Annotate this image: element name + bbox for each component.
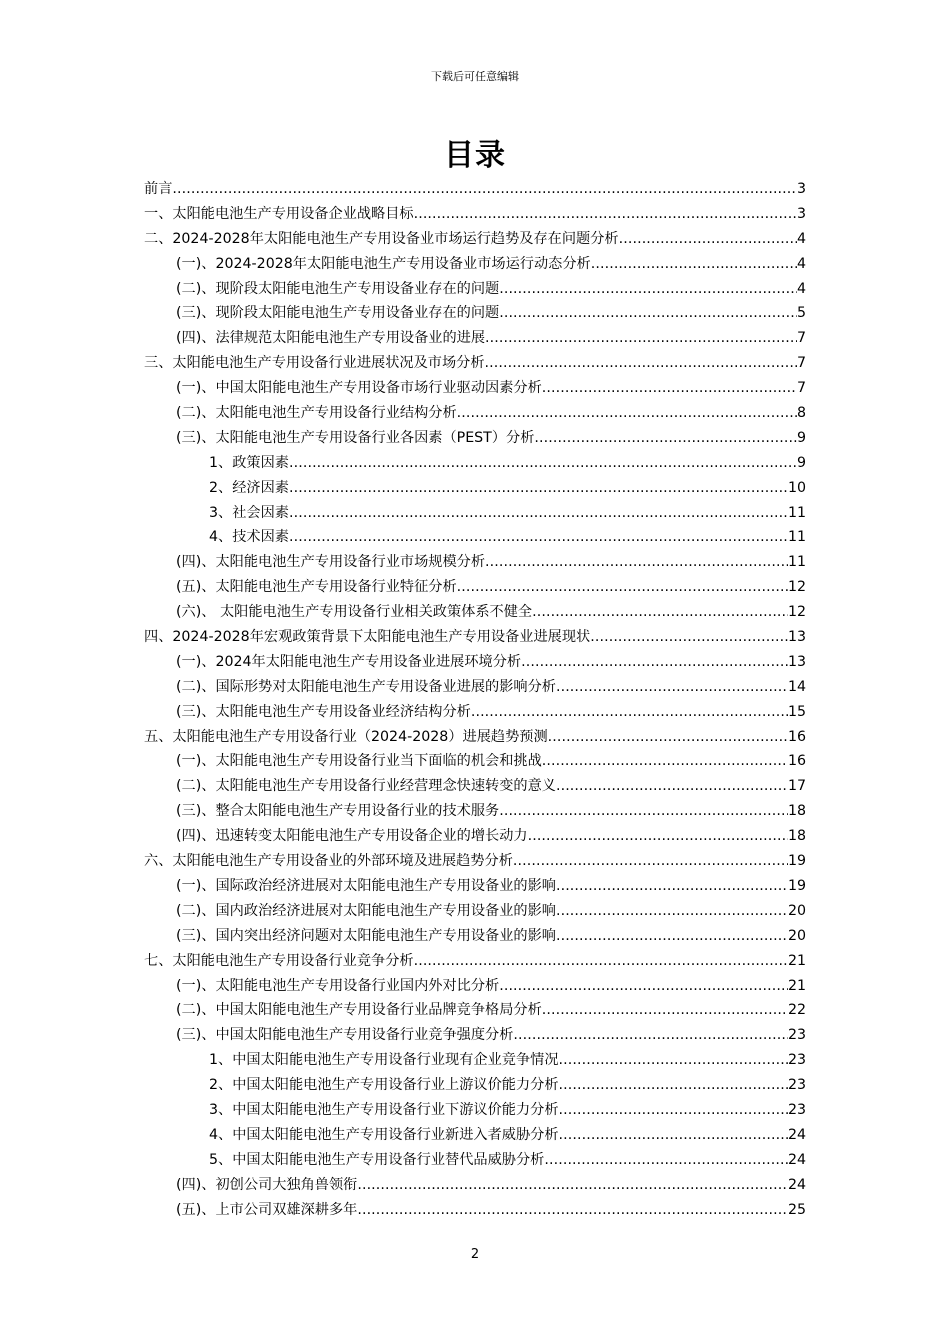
toc-leader-dots	[528, 824, 788, 849]
toc-entry-label: (三)、国内突出经济问题对太阳能电池生产专用设备业的影响	[176, 927, 556, 944]
toc-entry[interactable]	[144, 874, 806, 899]
toc-entry-label: 3、社会因素	[209, 504, 289, 521]
toc-leader-dots	[556, 924, 788, 949]
toc-leader-dots	[289, 476, 788, 501]
toc-leader-dots	[289, 501, 788, 526]
toc-entry-page: 12	[787, 579, 806, 596]
toc-entry-page: 10	[787, 479, 806, 496]
toc-leader-dots	[499, 301, 797, 326]
toc-entry-page: 23	[787, 1101, 806, 1118]
toc-entry-label: 二、2024-2028年太阳能电池生产专用设备业市场运行趋势及存在问题分析	[144, 230, 619, 247]
toc-entry[interactable]	[144, 202, 806, 227]
toc-leader-dots	[457, 575, 788, 600]
toc-leader-dots	[544, 1148, 788, 1173]
toc-entry-label: 六、太阳能电池生产专用设备业的外部环境及进展趋势分析	[144, 853, 513, 870]
toc-entry-page: 14	[787, 678, 806, 695]
toc-entry-page: 9	[796, 429, 806, 446]
toc-entry-label: (五)、上市公司双雄深耕多年	[176, 1201, 358, 1218]
toc-entry-label: 五、太阳能电池生产专用设备行业（2024-2028）进展趋势预测	[144, 728, 548, 745]
toc-entry[interactable]	[144, 1023, 806, 1048]
toc-entry[interactable]	[144, 401, 806, 426]
toc-entry-page: 18	[787, 828, 806, 845]
toc-leader-dots	[556, 774, 788, 799]
toc-entry-label: (一)、太阳能电池生产专用设备行业国内外对比分析	[176, 977, 500, 994]
toc-entry[interactable]	[144, 899, 806, 924]
toc-leader-dots	[590, 625, 788, 650]
toc-entry-page: 23	[787, 1052, 806, 1069]
toc-entry[interactable]	[144, 1148, 806, 1173]
toc-leader-dots	[485, 326, 797, 351]
toc-entry[interactable]	[144, 924, 806, 949]
toc-entry-page: 20	[787, 927, 806, 944]
toc-entry-page: 4	[796, 255, 806, 272]
toc-entry-page: 3	[796, 205, 806, 222]
toc-leader-dots	[619, 227, 797, 252]
toc-entry-page: 16	[787, 728, 806, 745]
toc-entry[interactable]	[144, 451, 806, 476]
toc-entry[interactable]	[144, 749, 806, 774]
toc-leader-dots	[534, 426, 797, 451]
toc-entry-label: (三)、中国太阳能电池生产专用设备行业竞争强度分析	[176, 1027, 514, 1044]
toc-entry[interactable]	[144, 1198, 806, 1223]
toc-title: 目录	[444, 138, 506, 173]
toc-entry-page: 17	[787, 778, 806, 795]
toc-entry-page: 21	[787, 977, 806, 994]
toc-leader-dots	[542, 749, 788, 774]
toc-entry-page: 24	[787, 1126, 806, 1143]
toc-entry-label: 四、2024-2028年宏观政策背景下太阳能电池生产专用设备业进展现状	[144, 629, 591, 646]
toc-entry[interactable]	[144, 476, 806, 501]
toc-entry-page: 12	[787, 604, 806, 621]
toc-entry-label: (一)、2024年太阳能电池生产专用设备业进展环境分析	[176, 653, 522, 670]
toc-entry-page: 23	[787, 1027, 806, 1044]
toc-leader-dots	[542, 998, 788, 1023]
toc-entry-label: (二)、太阳能电池生产专用设备行业结构分析	[176, 405, 457, 422]
toc-entry-label: (二)、现阶段太阳能电池生产专用设备业存在的问题	[176, 280, 500, 297]
toc-entry-page: 13	[787, 653, 806, 670]
toc-entry-label: 4、中国太阳能电池生产专用设备行业新进入者威胁分析	[209, 1126, 559, 1143]
toc-entry-page: 25	[787, 1201, 806, 1218]
toc-entry-label: 5、中国太阳能电池生产专用设备行业替代品威胁分析	[209, 1151, 545, 1168]
toc-entry[interactable]	[144, 301, 806, 326]
toc-entry-label: 2、中国太阳能电池生产专用设备行业上游议价能力分析	[209, 1077, 559, 1094]
toc-entry-page: 5	[796, 305, 806, 322]
toc-entry[interactable]	[144, 575, 806, 600]
toc-entry-label: 3、中国太阳能电池生产专用设备行业下游议价能力分析	[209, 1101, 559, 1118]
toc-entry[interactable]	[144, 177, 806, 202]
toc-leader-dots	[559, 1048, 788, 1073]
toc-entry[interactable]	[144, 1123, 806, 1148]
toc-entry-label: (四)、初创公司大独角兽领衔	[176, 1176, 358, 1193]
toc-leader-dots	[556, 874, 788, 899]
toc-entry-label: (四)、法律规范太阳能电池生产专用设备业的进展	[176, 330, 486, 347]
table-of-contents	[144, 177, 806, 1222]
toc-entry-page: 15	[787, 703, 806, 720]
toc-leader-dots	[471, 700, 788, 725]
toc-entry-label: 1、政策因素	[209, 454, 289, 471]
toc-entry[interactable]	[144, 799, 806, 824]
toc-entry[interactable]	[144, 550, 806, 575]
toc-leader-dots	[357, 1198, 788, 1223]
toc-entry[interactable]	[144, 974, 806, 999]
toc-entry-label: (四)、迅速转变太阳能电池生产专用设备企业的增长动力	[176, 828, 528, 845]
toc-entry[interactable]	[144, 252, 806, 277]
toc-entry-label: 2、经济因素	[209, 479, 289, 496]
toc-leader-dots	[485, 550, 788, 575]
toc-leader-dots	[414, 949, 788, 974]
toc-entry[interactable]	[144, 998, 806, 1023]
toc-entry-label: (一)、国际政治经济进展对太阳能电池生产专用设备业的影响	[176, 877, 556, 894]
toc-entry-page: 7	[796, 330, 806, 347]
toc-leader-dots	[591, 252, 797, 277]
toc-leader-dots	[499, 974, 788, 999]
toc-entry[interactable]	[144, 949, 806, 974]
toc-entry-label: (三)、太阳能电池生产专用设备业经济结构分析	[176, 703, 471, 720]
toc-entry[interactable]	[144, 1048, 806, 1073]
page-number: 2	[470, 1247, 480, 1262]
toc-entry-label: (三)、现阶段太阳能电池生产专用设备业存在的问题	[176, 305, 500, 322]
toc-leader-dots	[559, 1123, 788, 1148]
toc-entry-page: 13	[787, 629, 806, 646]
toc-entry[interactable]	[144, 376, 806, 401]
toc-entry-page: 9	[796, 454, 806, 471]
toc-leader-dots	[513, 849, 788, 874]
toc-entry-page: 11	[787, 529, 806, 546]
toc-leader-dots	[289, 451, 797, 476]
toc-leader-dots	[485, 351, 797, 376]
toc-entry[interactable]	[144, 227, 806, 252]
toc-entry-label: 1、中国太阳能电池生产专用设备行业现有企业竞争情况	[209, 1052, 559, 1069]
toc-leader-dots	[556, 675, 788, 700]
toc-entry-page: 3	[796, 181, 806, 197]
toc-entry[interactable]	[144, 625, 806, 650]
toc-entry-label: 三、太阳能电池生产专用设备行业进展状况及市场分析	[144, 355, 485, 372]
toc-leader-dots	[414, 202, 797, 227]
toc-entry[interactable]	[144, 426, 806, 451]
toc-leader-dots	[289, 525, 788, 550]
toc-entry[interactable]	[144, 501, 806, 526]
toc-leader-dots	[457, 401, 797, 426]
toc-leader-dots	[559, 1073, 788, 1098]
toc-entry-label: (二)、太阳能电池生产专用设备行业经营理念快速转变的意义	[176, 778, 556, 795]
toc-entry[interactable]	[144, 650, 806, 675]
toc-entry-page: 22	[787, 1002, 806, 1019]
toc-entry[interactable]	[144, 700, 806, 725]
toc-entry[interactable]	[144, 277, 806, 302]
toc-entry[interactable]	[144, 1173, 806, 1198]
toc-entry-label: (一)、太阳能电池生产专用设备行业当下面临的机会和挑战	[176, 753, 542, 770]
toc-leader-dots	[556, 899, 788, 924]
toc-entry-page: 8	[796, 405, 806, 422]
toc-entry[interactable]	[144, 1073, 806, 1098]
toc-leader-dots	[532, 600, 788, 625]
toc-leader-dots	[521, 650, 788, 675]
toc-entry-page: 21	[787, 952, 806, 969]
toc-entry-page: 7	[796, 380, 806, 397]
toc-entry-label: (二)、国际形势对太阳能电池生产专用设备业进展的影响分析	[176, 678, 556, 695]
toc-entry[interactable]	[144, 326, 806, 351]
toc-entry[interactable]	[144, 1098, 806, 1123]
toc-entry-page: 4	[796, 280, 806, 297]
toc-entry-label: 一、太阳能电池生产专用设备企业战略目标	[144, 205, 414, 222]
toc-leader-dots	[548, 725, 788, 750]
toc-entry-label: (二)、国内政治经济进展对太阳能电池生产专用设备业的影响	[176, 902, 556, 919]
toc-entry-label: (一)、2024-2028年太阳能电池生产专用设备业市场运行动态分析	[176, 255, 591, 272]
toc-entry[interactable]	[144, 824, 806, 849]
toc-leader-dots	[513, 1023, 788, 1048]
toc-entry[interactable]	[144, 525, 806, 550]
toc-entry-label: 4、技术因素	[209, 529, 289, 546]
toc-entry[interactable]	[144, 774, 806, 799]
toc-entry-label: (四)、太阳能电池生产专用设备行业市场规模分析	[176, 554, 486, 571]
toc-entry-label: (五)、太阳能电池生产专用设备行业特征分析	[176, 579, 457, 596]
toc-entry-label: 前言	[144, 181, 173, 197]
toc-entry-page: 11	[787, 504, 806, 521]
toc-entry-page: 19	[787, 877, 806, 894]
toc-leader-dots	[499, 799, 788, 824]
toc-entry-page: 24	[787, 1151, 806, 1168]
toc-entry-label: (一)、中国太阳能电池生产专用设备市场行业驱动因素分析	[176, 380, 542, 397]
toc-leader-dots	[357, 1173, 788, 1198]
toc-leader-dots	[542, 376, 797, 401]
toc-entry-page: 24	[787, 1176, 806, 1193]
toc-entry[interactable]	[144, 351, 806, 376]
toc-entry-page: 4	[796, 230, 806, 247]
page-header-note: 下载后可任意编辑	[431, 70, 519, 83]
toc-leader-dots	[559, 1098, 788, 1123]
toc-entry-page: 18	[787, 803, 806, 820]
toc-entry-page: 23	[787, 1077, 806, 1094]
toc-entry[interactable]	[144, 725, 806, 750]
toc-entry-label: (二)、中国太阳能电池生产专用设备行业品牌竞争格局分析	[176, 1002, 542, 1019]
toc-entry-page: 19	[787, 853, 806, 870]
toc-entry-page: 20	[787, 902, 806, 919]
toc-entry-page: 11	[787, 554, 806, 571]
toc-entry-label: (三)、太阳能电池生产专用设备行业各因素（PEST）分析	[176, 429, 535, 446]
toc-entry-page: 7	[796, 355, 806, 372]
toc-leader-dots	[172, 177, 797, 202]
toc-leader-dots	[499, 277, 797, 302]
toc-entry[interactable]	[144, 675, 806, 700]
toc-entry[interactable]	[144, 600, 806, 625]
toc-entry[interactable]	[144, 849, 806, 874]
toc-entry-label: 七、太阳能电池生产专用设备行业竞争分析	[144, 952, 414, 969]
toc-entry-page: 16	[787, 753, 806, 770]
toc-entry-label: (三)、整合太阳能电池生产专用设备行业的技术服务	[176, 803, 500, 820]
toc-entry-label: (六)、 太阳能电池生产专用设备行业相关政策体系不健全	[176, 604, 533, 621]
